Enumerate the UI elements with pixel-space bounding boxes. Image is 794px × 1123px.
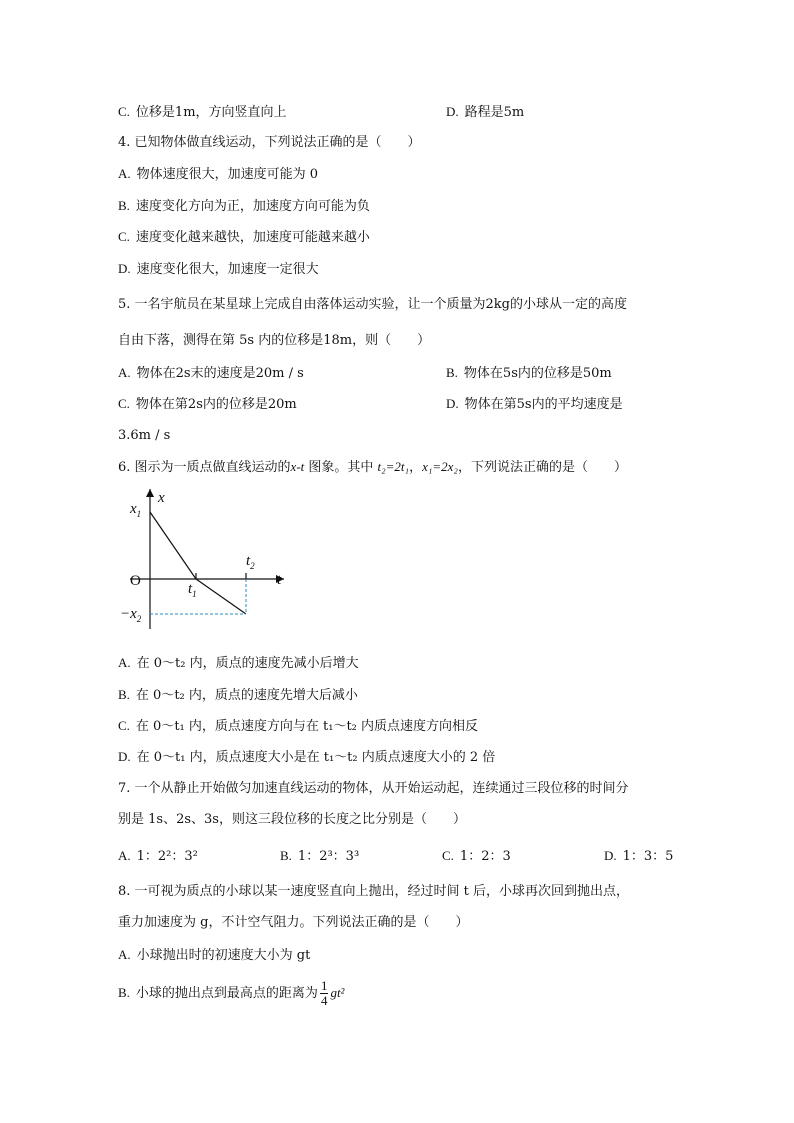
option-text: 小球抛出时的初速度大小为 gt	[136, 948, 311, 963]
t-axis-label: t	[277, 572, 282, 588]
stem-text: 图象。其中	[304, 460, 378, 475]
option-letter: D.	[118, 749, 131, 764]
neg-x2-label-main: −x	[120, 606, 137, 622]
q5-option-d	[446, 396, 623, 413]
x-axis-label: x	[158, 490, 165, 506]
origin-label: O	[130, 573, 141, 589]
q3-option-d	[446, 104, 524, 121]
q5-option-b	[446, 365, 612, 382]
x1-label-main: x	[130, 501, 137, 517]
q6-option-a	[118, 655, 359, 672]
option-text: 路程是5m	[464, 105, 525, 120]
q6-option-c	[118, 718, 478, 735]
x1-label	[129, 501, 141, 519]
q7-option-c	[442, 848, 511, 865]
option-text-expression: gt²	[330, 985, 345, 1000]
q5-option-c	[118, 396, 297, 413]
t1-label-main: t	[188, 581, 193, 597]
q5-stem-line1: 5. 一名宇航员在某星球上完成自由落体运动实验，让一个质量为2kg的小球从一定的高度	[118, 297, 628, 312]
option-text: 速度变化方向为正，加速度方向可能为负	[135, 199, 370, 214]
q7-stem-line2: 别是 1s、2s、3s，则这三段位移的长度之比分别是（ ）	[118, 812, 466, 827]
x1-label-sub: 1	[136, 509, 142, 519]
xt-graph	[118, 483, 288, 633]
option-text: 速度变化很大，加速度一定很大	[136, 262, 319, 277]
option-letter: B.	[118, 198, 130, 213]
q8-stem-line1: 8. 一可视为质点的小球以某一速度竖直向上抛出，经过时间 t 后，小球再次回到抛出点，	[118, 884, 630, 899]
option-text: 1：3：5	[622, 849, 674, 864]
option-letter: C.	[118, 718, 130, 733]
segment-t1-t2	[196, 579, 246, 614]
option-letter: D.	[446, 396, 459, 411]
condition: t₂=2t₁	[377, 459, 410, 474]
option-text: 在 0～t₂ 内，质点的速度先减小后增大	[136, 656, 359, 671]
q7-option-d	[604, 848, 673, 865]
option-text: 1：2：3	[459, 849, 511, 864]
q8-option-b	[118, 978, 344, 1009]
t2-label-main: t	[246, 553, 251, 569]
x-axis-arrow	[146, 489, 154, 497]
option-letter: B.	[280, 848, 292, 863]
segment-0-t1	[150, 512, 196, 579]
option-text: 小球的抛出点到最高点的距离为	[135, 986, 318, 1001]
option-text: 物体在第2s内的位移是20m	[135, 397, 297, 412]
option-letter: C.	[118, 104, 130, 119]
option-text: 位移是1m，方向竖直向上	[135, 105, 287, 120]
option-letter: A.	[118, 655, 131, 670]
stem-text: ，下列说法正确的是（ ）	[457, 460, 627, 475]
option-letter: C.	[118, 229, 130, 244]
t1-label	[188, 581, 197, 599]
q6-option-d	[118, 749, 495, 766]
q8-option-a	[118, 947, 310, 964]
option-text: 物体速度很大，加速度可能为 0	[136, 167, 319, 182]
q4-stem: 4. 已知物体做直线运动，下列说法正确的是（ ）	[118, 135, 421, 150]
t2-label-sub: 2	[250, 561, 255, 571]
q7-option-a	[118, 848, 198, 865]
option-letter: A.	[118, 947, 131, 962]
q6-stem	[118, 459, 627, 476]
option-text: 物体在5s内的位移是50m	[463, 366, 612, 381]
option-letter: C.	[118, 396, 130, 411]
option-text: 1：2³：3³	[297, 849, 360, 864]
option-letter: B.	[118, 985, 130, 1000]
option-text: 1：2²：3²	[136, 849, 198, 864]
q4-option-d	[118, 261, 319, 278]
q3-option-c	[118, 104, 287, 121]
fraction-numerator: 1	[320, 978, 328, 993]
option-letter: D.	[118, 261, 131, 276]
t1-label-sub: 1	[192, 589, 197, 599]
option-letter: B.	[446, 365, 458, 380]
q6-option-b	[118, 687, 358, 704]
option-letter: D.	[446, 104, 459, 119]
q7-stem-line1: 7. 一个从静止开始做匀加速直线运动的物体，从开始运动起，连续通过三段位移的时间分	[118, 781, 629, 796]
option-text: 在 0～t₂ 内，质点的速度先增大后减小	[135, 688, 358, 703]
option-letter: A.	[118, 166, 131, 181]
stem-text: ，	[409, 460, 423, 475]
q4-option-c	[118, 229, 370, 246]
fraction	[320, 979, 329, 1008]
q8-stem-line2: 重力加速度为 g，不计空气阻力。下列说法正确的是（ ）	[118, 915, 469, 930]
stem-text: 6. 图示为一质点做直线运动的	[118, 460, 291, 475]
option-letter: A.	[118, 848, 131, 863]
neg-x2-label-sub: 2	[136, 614, 142, 624]
q4-option-a	[118, 166, 318, 183]
option-text: 在 0～t₁ 内，质点速度大小是在 t₁～t₂ 内质点速度大小的 2 倍	[136, 750, 496, 765]
option-letter: C.	[442, 848, 454, 863]
q4-option-b	[118, 198, 370, 215]
option-text: 物体在2s末的速度是20m / s	[136, 366, 304, 381]
option-letter: B.	[118, 687, 130, 702]
q5-stem-line2: 自由下落，测得在第 5s 内的位移是18m，则（ ）	[118, 333, 431, 348]
option-text: 速度变化越来越快，加速度可能越来越小	[135, 230, 370, 245]
option-text: 在 0～t₁ 内，质点速度方向与在 t₁～t₂ 内质点速度方向相反	[135, 719, 479, 734]
option-letter: A.	[118, 365, 131, 380]
option-text: 物体在第5s内的平均速度是	[464, 397, 623, 412]
q7-option-b	[280, 848, 359, 865]
stem-variable: x-t	[290, 459, 305, 474]
t2-label	[246, 553, 255, 571]
q5-option-d-continued: 3.6m / s	[118, 428, 171, 443]
fraction-denominator: 4	[320, 993, 328, 1008]
neg-x2-label	[120, 606, 142, 624]
option-letter: D.	[604, 848, 617, 863]
condition: x₁=2x₂	[422, 459, 458, 474]
q5-option-a	[118, 365, 304, 382]
